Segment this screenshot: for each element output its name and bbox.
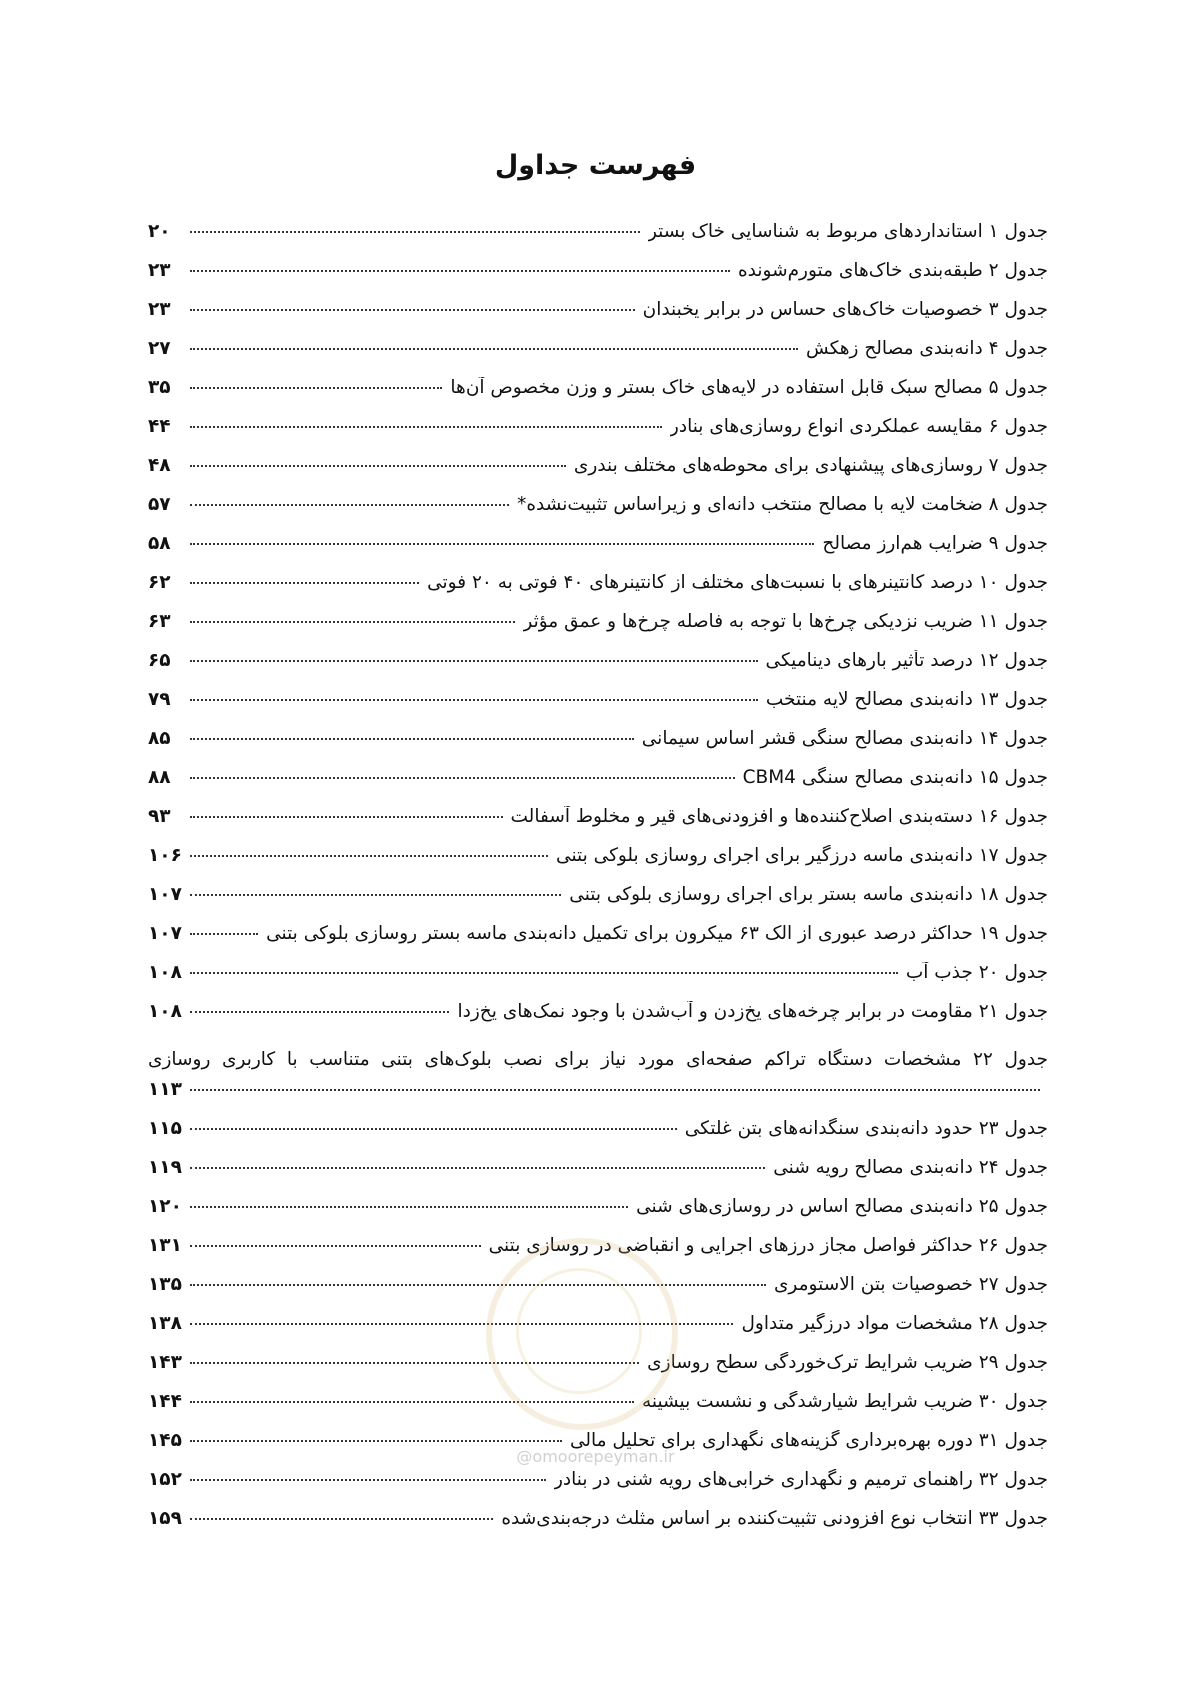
toc-entry-label: جدول ۲۶ حداکثر فواصل مجاز درزهای اجرایی و انقباضی در روسازی بتنی xyxy=(488,1235,1048,1256)
toc-entry-label: جدول ۲۸ مشخصات مواد درزگیر متداول xyxy=(741,1313,1048,1334)
toc-entry-page: ۸۸ xyxy=(148,767,171,788)
leader-dots xyxy=(190,1011,449,1013)
leader-dots xyxy=(190,270,730,272)
toc-entry-page: ۱۰۸ xyxy=(148,1001,182,1022)
toc-entry-label: جدول ۱۷ دانه‌بندی ماسه درزگیر برای اجرای روسازی بلوکی بتنی xyxy=(556,845,1048,866)
leader-dots xyxy=(190,1089,1040,1091)
toc-entry-8[interactable] xyxy=(148,494,1048,533)
toc-entry-label: جدول ۹ ضرایب هم‌ارز مصالح xyxy=(822,533,1048,554)
toc-entry-label: جدول ۳۲ راهنمای ترمیم و نگهداری خرابی‌های رویه شنی در بنادر xyxy=(553,1469,1048,1490)
leader-dots xyxy=(190,972,898,974)
leader-dots xyxy=(190,1128,677,1130)
toc-entry-27[interactable] xyxy=(148,1274,1048,1313)
toc-entry-label: جدول ۲۷ خصوصیات بتن الاستومری xyxy=(773,1274,1048,1295)
toc-entry-28[interactable] xyxy=(148,1313,1048,1352)
toc-entry-label: جدول ۱۲ درصد تأثیر بارهای دینامیکی xyxy=(765,650,1048,671)
leader-dots xyxy=(190,816,503,818)
toc-entry-page: ۱۱۵ xyxy=(148,1118,182,1139)
toc-entry-17[interactable] xyxy=(148,845,1048,884)
toc-entry-5[interactable] xyxy=(148,377,1048,416)
leader-dots xyxy=(190,738,634,740)
toc-entry-label: جدول ۲ طبقه‌بندی خاک‌های متورم‌شونده xyxy=(737,260,1048,281)
toc-entry-label: جدول ۱۸ دانه‌بندی ماسه بستر برای اجرای روسازی بلوکی بتنی xyxy=(569,884,1048,905)
toc-entry-page: ۵۷ xyxy=(148,494,171,515)
toc-entry-label: جدول ۱ استانداردهای مربوط به شناسایی خاک بستر xyxy=(647,221,1048,242)
toc-entry-page: ۱۳۵ xyxy=(148,1274,182,1295)
toc-entry-9[interactable] xyxy=(148,533,1048,572)
toc-entry-label: جدول ۱۹ حداکثر درصد عبوری از الک ۶۳ میکرون برای تکمیل دانه‌بندی ماسه بستر روسازی بلوکی بتنی xyxy=(266,923,1048,944)
toc-entry-label: جدول ۶ مقایسه عملکردی انواع روسازی‌های بنادر xyxy=(669,416,1048,437)
toc-entry-2[interactable] xyxy=(148,260,1048,299)
toc-entry-14[interactable] xyxy=(148,728,1048,767)
leader-dots xyxy=(190,582,419,584)
toc-entry-label: جدول ۵ مصالح سبک قابل استفاده در لایه‌های خاک بستر و وزن مخصوص آن‌ها xyxy=(450,377,1048,398)
toc-entry-label: جدول ۱۳ دانه‌بندی مصالح لایه منتخب xyxy=(765,689,1048,710)
toc-entry-29[interactable] xyxy=(148,1352,1048,1391)
toc-entry-7[interactable] xyxy=(148,455,1048,494)
leader-dots xyxy=(190,894,561,896)
toc-entry-page: ۲۷ xyxy=(148,338,171,359)
toc-entry-page: ۴۸ xyxy=(148,455,171,476)
toc-entry-page: ۱۱۹ xyxy=(148,1157,182,1178)
leader-dots xyxy=(190,543,814,545)
leader-dots xyxy=(190,309,635,311)
toc-entry-page: ۶۵ xyxy=(148,650,171,671)
leader-dots xyxy=(190,933,258,935)
toc-entry-page: ۲۳ xyxy=(148,260,171,281)
toc-entry-3[interactable] xyxy=(148,299,1048,338)
toc-entry-label: جدول ۲۴ دانه‌بندی مصالح رویه شنی xyxy=(773,1157,1048,1178)
toc-entry-10[interactable] xyxy=(148,572,1048,611)
leader-dots xyxy=(190,777,735,779)
toc-entry-page: ۱۳۱ xyxy=(148,1235,182,1256)
leader-dots xyxy=(190,231,640,233)
toc-entry-30[interactable] xyxy=(148,1391,1048,1430)
leader-dots xyxy=(190,1518,493,1520)
toc-entry-label: جدول ۱۶ دسته‌بندی اصلاح‌کننده‌ها و افزودنی‌های قیر و مخلوط آسفالت xyxy=(510,806,1048,827)
toc-entry-33[interactable] xyxy=(148,1508,1048,1547)
leader-dots xyxy=(190,1245,481,1247)
toc-entry-page: ۶۲ xyxy=(148,572,171,593)
toc-entry-label: جدول ۲۲ مشخصات دستگاه تراکم صفحه‌ای مورد نیاز برای نصب بلوک‌های بتنی متناسب با کاربری روسازی xyxy=(148,1049,1048,1070)
watermark-text: @omoorepeyman.ir xyxy=(516,1447,675,1466)
toc-entry-continuation xyxy=(148,1079,1048,1118)
toc-entry-label: جدول ۲۱ مقاومت در برابر چرخه‌های یخ‌زدن و آب‌شدن با وجود نمک‌های یخ‌زدا xyxy=(457,1001,1048,1022)
toc-entry-label: جدول ۲۹ ضریب شرایط ترک‌خوردگی سطح روسازی xyxy=(647,1352,1048,1373)
toc-entry-page: ۱۳۸ xyxy=(148,1313,182,1334)
toc-entry-page: ۹۳ xyxy=(148,806,171,827)
toc-entry-11[interactable] xyxy=(148,611,1048,650)
toc-entry-22[interactable] xyxy=(148,1040,1048,1118)
toc-entry-page: ۲۰ xyxy=(148,221,171,242)
toc-entry-page: ۱۴۵ xyxy=(148,1430,182,1451)
toc-entry-label: جدول ۱۴ دانه‌بندی مصالح سنگی قشر اساس سیمانی xyxy=(641,728,1048,749)
toc-entry-page: ۱۲۰ xyxy=(148,1196,182,1217)
toc-entry-page: ۱۴۴ xyxy=(148,1391,182,1412)
toc-entry-label: جدول ۱۰ درصد کانتینرهای با نسبت‌های مختلف از کانتینرهای ۴۰ فوتی به ۲۰ فوتی xyxy=(427,572,1048,593)
leader-dots xyxy=(190,387,442,389)
toc-entry-page: ۱۰۶ xyxy=(148,845,182,866)
leader-dots xyxy=(190,465,566,467)
toc-entry-page: ۸۵ xyxy=(148,728,171,749)
leader-dots xyxy=(190,1479,546,1481)
leader-dots xyxy=(190,1323,733,1325)
toc-entry-13[interactable] xyxy=(148,689,1048,728)
toc-entry-label: جدول ۲۰ جذب آب xyxy=(905,962,1048,983)
toc-entry-page: ۲۳ xyxy=(148,299,171,320)
toc-entry-20[interactable] xyxy=(148,962,1048,1001)
toc-entry-page: ۱۵۹ xyxy=(148,1508,182,1529)
leader-dots xyxy=(190,621,515,623)
toc-entry-label: جدول ۸ ضخامت لایه با مصالح منتخب دانه‌ای و زیراساس تثبیت‌نشده* xyxy=(517,494,1048,515)
leader-dots xyxy=(190,1362,639,1364)
toc-entry-page: ۱۱۳ xyxy=(148,1079,182,1100)
toc-entry-label: جدول ۱۵ دانه‌بندی مصالح سنگی CBM4 xyxy=(742,767,1048,788)
toc-entry-page: ۴۴ xyxy=(148,416,171,437)
toc-entry-19[interactable] xyxy=(148,923,1048,962)
toc-entry-page: ۱۵۲ xyxy=(148,1469,182,1490)
toc-entry-page: ۱۰۷ xyxy=(148,884,182,905)
toc-entry-16[interactable] xyxy=(148,806,1048,845)
toc-entry-label: جدول ۲۳ حدود دانه‌بندی سنگدانه‌های بتن غلتکی xyxy=(684,1118,1048,1139)
leader-dots xyxy=(190,855,548,857)
leader-dots xyxy=(190,1401,634,1403)
toc-entry-15[interactable] xyxy=(148,767,1048,806)
toc-entry-page: ۱۴۳ xyxy=(148,1352,182,1373)
leader-dots xyxy=(190,699,758,701)
toc-entry-26[interactable] xyxy=(148,1235,1048,1274)
toc-entry-1[interactable] xyxy=(148,221,1048,260)
leader-dots xyxy=(190,426,662,428)
toc-entry-6[interactable] xyxy=(148,416,1048,455)
toc-entry-32[interactable] xyxy=(148,1469,1048,1508)
toc-entry-label: جدول ۱۱ ضریب نزدیکی چرخ‌ها با توجه به فاصله چرخ‌ها و عمق مؤثر xyxy=(523,611,1048,632)
toc-entry-12[interactable] xyxy=(148,650,1048,689)
leader-dots xyxy=(190,348,798,350)
leader-dots xyxy=(190,504,509,506)
toc-entry-label: جدول ۷ روسازی‌های پیشنهادی برای محوطه‌های مختلف بندری xyxy=(573,455,1048,476)
toc-entry-label: جدول ۳۳ انتخاب نوع افزودنی تثبیت‌کننده بر اساس مثلث درجه‌بندی‌شده xyxy=(501,1508,1048,1529)
toc-entry-23[interactable] xyxy=(148,1118,1048,1157)
toc-entry-page: ۱۰۷ xyxy=(148,923,182,944)
toc-entry-24[interactable] xyxy=(148,1157,1048,1196)
toc-entry-label: جدول ۳۰ ضریب شرایط شیارشدگی و نشست بیشینه xyxy=(641,1391,1048,1412)
toc-entry-label: جدول ۲۵ دانه‌بندی مصالح اساس در روسازی‌های شنی xyxy=(636,1196,1048,1217)
leader-dots xyxy=(190,1206,628,1208)
toc-entry-21[interactable] xyxy=(148,1001,1048,1040)
toc-entry-4[interactable] xyxy=(148,338,1048,377)
toc-entry-label: جدول ۳ خصوصیات خاک‌های حساس در برابر یخبندان xyxy=(642,299,1048,320)
page-title: فهرست جداول xyxy=(494,150,697,181)
toc-entry-label: جدول ۴ دانه‌بندی مصالح زهکش xyxy=(805,338,1048,359)
toc-entry-page: ۵۸ xyxy=(148,533,171,554)
leader-dots xyxy=(190,1167,765,1169)
leader-dots xyxy=(190,660,758,662)
toc-entry-page: ۶۳ xyxy=(148,611,171,632)
toc-entry-page: ۳۵ xyxy=(148,377,171,398)
toc-entry-page: ۱۰۸ xyxy=(148,962,182,983)
toc-entry-18[interactable] xyxy=(148,884,1048,923)
leader-dots xyxy=(190,1440,562,1442)
toc-entry-label: جدول ۳۱ دوره بهره‌برداری گزینه‌های نگهداری برای تحلیل مالی xyxy=(569,1430,1048,1451)
toc-entry-page: ۷۹ xyxy=(148,689,171,710)
table-of-contents xyxy=(148,221,1048,1547)
toc-entry-25[interactable] xyxy=(148,1196,1048,1235)
leader-dots xyxy=(190,1284,766,1286)
